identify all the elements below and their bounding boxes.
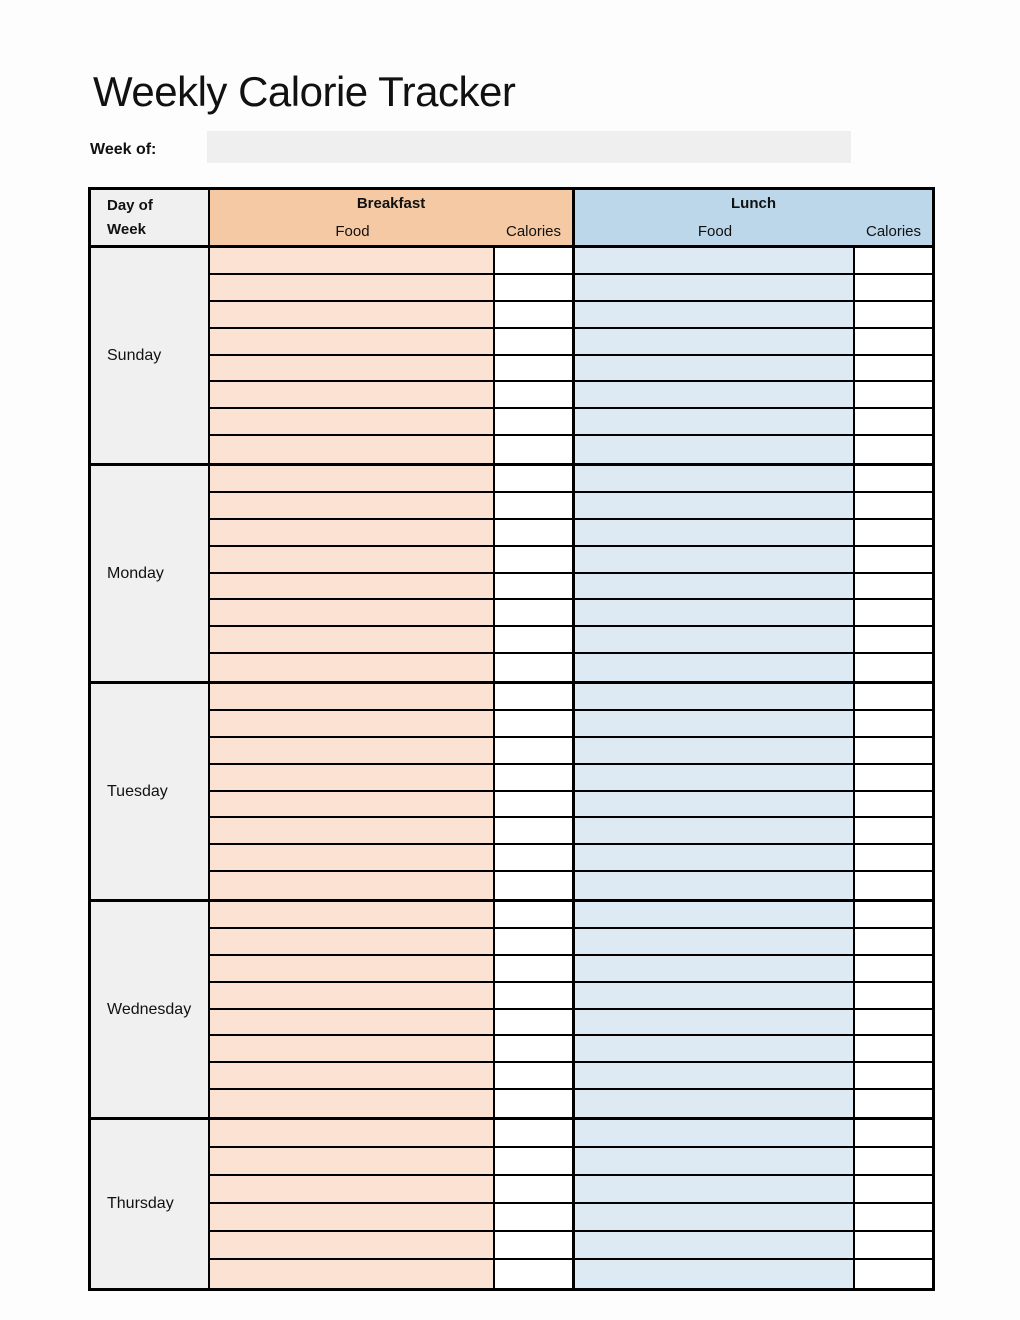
breakfast-calories-header: Calories (495, 218, 575, 246)
breakfast-calories-cell[interactable] (495, 711, 575, 738)
breakfast-calories-cell[interactable] (495, 1090, 575, 1117)
lunch-calories-cell[interactable] (855, 600, 932, 627)
lunch-food-cell[interactable] (575, 845, 855, 872)
breakfast-food-cell[interactable] (210, 1204, 495, 1232)
day-block-monday (91, 466, 932, 684)
breakfast-calories-cell[interactable] (495, 627, 575, 654)
lunch-food-cell[interactable] (575, 248, 855, 275)
lunch-section-label: Lunch (731, 195, 776, 213)
lunch-food-cell[interactable] (575, 493, 855, 520)
lunch-calories-cell[interactable] (855, 302, 932, 329)
lunch-section-header (575, 190, 932, 218)
lunch-calories-cell[interactable] (855, 818, 932, 845)
lunch-food-cell[interactable] (575, 738, 855, 765)
lunch-calories-cell[interactable] (855, 1036, 932, 1063)
breakfast-calories-cell[interactable] (495, 302, 575, 329)
breakfast-calories-cell[interactable] (495, 1232, 575, 1260)
lunch-calories-cell[interactable] (855, 654, 932, 681)
breakfast-calories-cell[interactable] (495, 520, 575, 547)
lunch-food-cell[interactable] (575, 1148, 855, 1176)
breakfast-calories-cell[interactable] (495, 765, 575, 792)
lunch-food-cell[interactable] (575, 983, 855, 1010)
lunch-food-cell[interactable] (575, 409, 855, 436)
lunch-calories-cell[interactable] (855, 956, 932, 983)
lunch-calories-cell[interactable] (855, 1090, 932, 1117)
breakfast-calories-cell[interactable] (495, 1260, 575, 1288)
week-of-label: Week of: (90, 141, 157, 158)
lunch-calories-cell[interactable] (855, 1010, 932, 1037)
breakfast-food-cell[interactable] (210, 654, 495, 681)
lunch-food-cell[interactable] (575, 1090, 855, 1117)
breakfast-food-cell[interactable] (210, 792, 495, 819)
lunch-food-cell[interactable] (575, 275, 855, 302)
lunch-calories-cell[interactable] (855, 466, 932, 493)
breakfast-food-cell[interactable] (210, 1010, 495, 1037)
lunch-calories-cell[interactable] (855, 902, 932, 929)
lunch-calories-cell[interactable] (855, 711, 932, 738)
breakfast-calories-cell[interactable] (495, 1063, 575, 1090)
day-name-cell (91, 902, 210, 1117)
breakfast-calories-cell[interactable] (495, 356, 575, 383)
breakfast-food-cell[interactable] (210, 1090, 495, 1117)
lunch-food-cell[interactable] (575, 1063, 855, 1090)
day-block-wednesday (91, 902, 932, 1120)
breakfast-food-cell[interactable] (210, 711, 495, 738)
lunch-food-cell[interactable] (575, 765, 855, 792)
breakfast-section-label: Breakfast (356, 195, 426, 213)
breakfast-calories-cell[interactable] (495, 818, 575, 845)
lunch-calories-cell[interactable] (855, 627, 932, 654)
lunch-calories-cell[interactable] (855, 1260, 932, 1288)
breakfast-food-cell[interactable] (210, 302, 495, 329)
day-name-cell (91, 466, 210, 681)
lunch-food-cell[interactable] (575, 872, 855, 899)
lunch-calories-cell[interactable] (855, 929, 932, 956)
breakfast-calories-cell[interactable] (495, 902, 575, 929)
lunch-calories-cell[interactable] (855, 436, 932, 463)
breakfast-food-cell[interactable] (210, 929, 495, 956)
breakfast-calories-cell[interactable] (495, 436, 575, 463)
lunch-food-cell[interactable] (575, 356, 855, 383)
lunch-calories-cell[interactable] (855, 493, 932, 520)
lunch-calories-cell[interactable] (855, 845, 932, 872)
breakfast-calories-cell[interactable] (495, 654, 575, 681)
lunch-food-cell[interactable] (575, 1176, 855, 1204)
lunch-food-cell[interactable] (575, 956, 855, 983)
lunch-calories-cell[interactable] (855, 248, 932, 275)
breakfast-calories-cell[interactable] (495, 547, 575, 574)
breakfast-calories-cell[interactable] (495, 1120, 575, 1148)
lunch-food-cell[interactable] (575, 684, 855, 711)
breakfast-food-cell[interactable] (210, 872, 495, 899)
page-title: Weekly Calorie Tracker (93, 68, 516, 115)
lunch-food-cell[interactable] (575, 382, 855, 409)
breakfast-calories-cell[interactable] (495, 1036, 575, 1063)
breakfast-food-cell[interactable] (210, 684, 495, 711)
lunch-calories-cell[interactable] (855, 765, 932, 792)
lunch-calories-cell[interactable] (855, 1063, 932, 1090)
breakfast-food-cell[interactable] (210, 1232, 495, 1260)
breakfast-calories-cell[interactable] (495, 600, 575, 627)
breakfast-calories-cell[interactable] (495, 466, 575, 493)
breakfast-food-cell[interactable] (210, 956, 495, 983)
breakfast-food-cell[interactable] (210, 547, 495, 574)
breakfast-calories-cell[interactable] (495, 738, 575, 765)
breakfast-food-cell[interactable] (210, 466, 495, 493)
lunch-calories-cell[interactable] (855, 520, 932, 547)
breakfast-food-cell[interactable] (210, 765, 495, 792)
lunch-calories-cell[interactable] (855, 1176, 932, 1204)
breakfast-food-cell[interactable] (210, 382, 495, 409)
breakfast-food-cell[interactable] (210, 329, 495, 356)
breakfast-food-cell[interactable] (210, 845, 495, 872)
breakfast-food-cell[interactable] (210, 1036, 495, 1063)
breakfast-food-cell[interactable] (210, 1120, 495, 1148)
lunch-food-cell[interactable] (575, 520, 855, 547)
breakfast-food-cell[interactable] (210, 1260, 495, 1288)
day-block-sunday (91, 248, 932, 466)
lunch-calories-cell[interactable] (855, 574, 932, 601)
lunch-food-cell[interactable] (575, 627, 855, 654)
week-of-input[interactable] (207, 131, 851, 163)
lunch-calories-cell[interactable] (855, 983, 932, 1010)
lunch-food-cell[interactable] (575, 818, 855, 845)
day-name-label: Monday (107, 564, 164, 582)
lunch-food-cell[interactable] (575, 547, 855, 574)
lunch-calories-cell[interactable] (855, 792, 932, 819)
lunch-calories-header: Calories (855, 218, 932, 246)
lunch-food-cell[interactable] (575, 902, 855, 929)
lunch-calories-cell[interactable] (855, 409, 932, 436)
lunch-calories-cell[interactable] (855, 1148, 932, 1176)
lunch-food-cell[interactable] (575, 929, 855, 956)
lunch-food-cell[interactable] (575, 1260, 855, 1288)
breakfast-food-cell[interactable] (210, 493, 495, 520)
table-body (91, 248, 932, 1288)
lunch-food-cell[interactable] (575, 654, 855, 681)
lunch-food-cell[interactable] (575, 792, 855, 819)
breakfast-calories-cell[interactable] (495, 382, 575, 409)
lunch-food-cell[interactable] (575, 711, 855, 738)
breakfast-calories-cell[interactable] (495, 1010, 575, 1037)
day-name-label: Sunday (107, 346, 162, 364)
breakfast-calories-cell[interactable] (495, 248, 575, 275)
lunch-calories-cell[interactable] (855, 738, 932, 765)
breakfast-food-cell[interactable] (210, 600, 495, 627)
breakfast-food-cell[interactable] (210, 1176, 495, 1204)
breakfast-food-cell[interactable] (210, 574, 495, 601)
breakfast-food-cell[interactable] (210, 1063, 495, 1090)
breakfast-food-cell[interactable] (210, 902, 495, 929)
lunch-food-cell[interactable] (575, 1232, 855, 1260)
lunch-calories-cell[interactable] (855, 1120, 932, 1148)
breakfast-food-cell[interactable] (210, 818, 495, 845)
lunch-food-cell[interactable] (575, 1120, 855, 1148)
lunch-calories-cell[interactable] (855, 356, 932, 383)
breakfast-food-cell[interactable] (210, 520, 495, 547)
lunch-food-cell[interactable] (575, 302, 855, 329)
breakfast-calories-cell[interactable] (495, 493, 575, 520)
lunch-food-cell[interactable] (575, 466, 855, 493)
breakfast-calories-cell[interactable] (495, 329, 575, 356)
breakfast-food-cell[interactable] (210, 248, 495, 275)
breakfast-food-cell[interactable] (210, 627, 495, 654)
lunch-calories-cell[interactable] (855, 684, 932, 711)
breakfast-calories-cell[interactable] (495, 409, 575, 436)
lunch-calories-cell[interactable] (855, 547, 932, 574)
day-name-cell (91, 248, 210, 463)
lunch-food-cell[interactable] (575, 600, 855, 627)
lunch-food-cell[interactable] (575, 329, 855, 356)
breakfast-calories-cell[interactable] (495, 983, 575, 1010)
lunch-calories-cell[interactable] (855, 1232, 932, 1260)
table-header (91, 190, 932, 248)
lunch-food-header: Food (575, 218, 855, 246)
calorie-tracker-table (88, 187, 935, 1291)
day-block-tuesday (91, 684, 932, 902)
breakfast-calories-cell[interactable] (495, 792, 575, 819)
breakfast-calories-cell[interactable] (495, 929, 575, 956)
day-name-label: Tuesday (107, 782, 168, 800)
breakfast-food-cell[interactable] (210, 409, 495, 436)
breakfast-food-cell[interactable] (210, 275, 495, 302)
breakfast-calories-cell[interactable] (495, 1204, 575, 1232)
breakfast-calories-cell[interactable] (495, 845, 575, 872)
breakfast-section-header (210, 190, 575, 218)
breakfast-food-cell[interactable] (210, 436, 495, 463)
day-of-week-header-line1: Day of (107, 196, 153, 214)
breakfast-food-cell[interactable] (210, 1148, 495, 1176)
breakfast-calories-cell[interactable] (495, 1176, 575, 1204)
day-name-label: Thursday (107, 1195, 174, 1212)
breakfast-calories-cell[interactable] (495, 872, 575, 899)
day-name-cell (91, 684, 210, 899)
breakfast-food-cell[interactable] (210, 983, 495, 1010)
breakfast-food-cell[interactable] (210, 738, 495, 765)
breakfast-food-cell[interactable] (210, 356, 495, 383)
lunch-calories-cell[interactable] (855, 275, 932, 302)
breakfast-calories-cell[interactable] (495, 956, 575, 983)
lunch-calories-cell[interactable] (855, 872, 932, 899)
day-block-thursday (91, 1120, 932, 1288)
breakfast-calories-cell[interactable] (495, 275, 575, 302)
breakfast-food-header: Food (210, 218, 495, 246)
lunch-food-cell[interactable] (575, 1204, 855, 1232)
lunch-calories-cell[interactable] (855, 382, 932, 409)
day-of-week-header-cell (91, 190, 210, 245)
lunch-food-cell[interactable] (575, 436, 855, 463)
lunch-food-cell[interactable] (575, 1010, 855, 1037)
day-name-label: Wednesday (107, 1000, 192, 1018)
lunch-food-cell[interactable] (575, 1036, 855, 1063)
day-name-cell (91, 1120, 210, 1288)
lunch-food-cell[interactable] (575, 574, 855, 601)
breakfast-calories-cell[interactable] (495, 574, 575, 601)
lunch-calories-cell[interactable] (855, 329, 932, 356)
day-of-week-header-line2: Week (107, 220, 146, 238)
breakfast-calories-cell[interactable] (495, 1148, 575, 1176)
lunch-calories-cell[interactable] (855, 1204, 932, 1232)
breakfast-calories-cell[interactable] (495, 684, 575, 711)
